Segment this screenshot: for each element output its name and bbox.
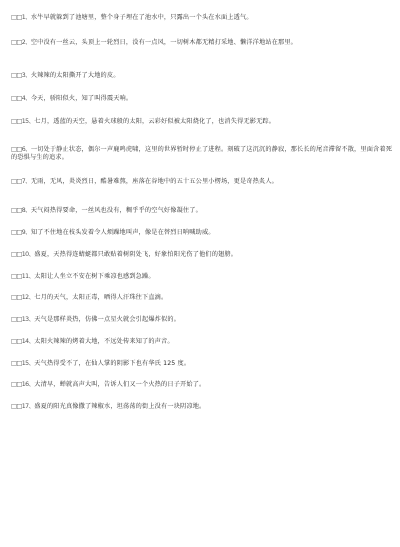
- list-item: [11, 95, 395, 103]
- item-marker: □□10、: [11, 251, 35, 258]
- item-marker: □□2、: [11, 39, 31, 46]
- item-marker: □□15、: [11, 118, 35, 125]
- list-item: [11, 72, 395, 80]
- item-text: 一切处于静止状态，偶尔一声鹿鸣虎啸，这里的世界暂时停止了进程。刻破了这沉沉的静寂，那长长的尾音滞留不散，里面含着死的恐惧与生的追求。: [11, 146, 393, 161]
- item-text: 天气是那样炎热，仿佛一点星火就会引起爆炸似的。: [34, 316, 181, 323]
- item-text: 无雨，无风，炎炎烈日，酷暑难熬，座落在谷地中的五十五公里小楞场，更是奇热炙人。: [30, 178, 278, 185]
- list-item: [11, 118, 395, 126]
- item-text: 盛夏的阳光真像撒了辣椒水，坦荡荡的街上没有一块阴凉地。: [34, 403, 206, 410]
- list-item: [11, 294, 395, 302]
- item-marker: □□16、: [11, 381, 35, 388]
- item-text: 七月的天气，太阳正毒，晒得人汗珠往下直滴。: [34, 294, 168, 301]
- item-text: 盛夏，天热得连蜻蜓都只敢贴着树阴处飞，好象怕阳光伤了他们的翅膀。: [34, 251, 238, 258]
- list-item: [11, 273, 395, 281]
- item-marker: □□8、: [11, 207, 31, 214]
- list-item: [11, 14, 395, 22]
- list-item: [11, 338, 395, 346]
- list-item: [11, 360, 395, 368]
- item-text: 七月，透蓝的天空，悬着火球般的太阳，云彩好似被太阳烧化了，也消失得无影无踪。: [34, 118, 276, 125]
- item-text: 今天，骄阳似火，知了叫得震天响。: [30, 95, 133, 102]
- item-text: 天气闷热得要命，一丝风也没有，稠乎乎的空气好像凝住了。: [30, 207, 202, 214]
- list-item: [11, 146, 395, 162]
- item-text: 水牛早就躲到了池塘里，整个身子埋在了池水中，只露出一个头在水面上透气。: [30, 14, 253, 21]
- item-text: 知了不住地在枝头发着令人烦躁地叫声，像是在替烈日呐喊助威。: [30, 229, 215, 236]
- item-text: 太阳火辣辣的烤着大地，不远处传来知了的声音。: [34, 338, 174, 345]
- item-marker: □□6、: [11, 146, 31, 153]
- item-text: 火辣辣的太阳撕开了大地的皮。: [30, 72, 120, 79]
- list-item: [11, 403, 395, 411]
- list-item: [11, 39, 395, 47]
- list-item: [11, 251, 395, 259]
- item-text: 太阳让人坐立不安在树下乘凉也感到急躁。: [34, 273, 155, 280]
- item-marker: □□13、: [11, 316, 35, 323]
- item-marker: □□1、: [11, 14, 31, 21]
- list-item: [11, 229, 395, 237]
- item-text: 大清早，蝉就高声大叫，告诉人们又一个火热的日子开始了。: [34, 381, 206, 388]
- item-marker: □□11、: [11, 273, 35, 280]
- item-marker: □□17、: [11, 403, 35, 410]
- item-marker: □□4、: [11, 95, 31, 102]
- item-marker: □□7、: [11, 178, 31, 185]
- item-text: 天气热得受不了，在仙人掌的阴影下也有华氏 125 度。: [34, 360, 191, 367]
- item-marker: □□12、: [11, 294, 35, 301]
- list-item: [11, 316, 395, 324]
- item-marker: □□15、: [11, 360, 35, 367]
- list-item: [11, 178, 395, 186]
- list-item: [11, 207, 395, 215]
- item-marker: □□14、: [11, 338, 35, 345]
- item-text: 空中没有一丝云，头顶上一轮烈日，没有一点风，一切树木都无精打采地、懒洋洋地站在那里。: [30, 39, 298, 46]
- item-marker: □□3、: [11, 72, 31, 79]
- list-item: [11, 381, 395, 389]
- item-marker: □□9、: [11, 229, 31, 236]
